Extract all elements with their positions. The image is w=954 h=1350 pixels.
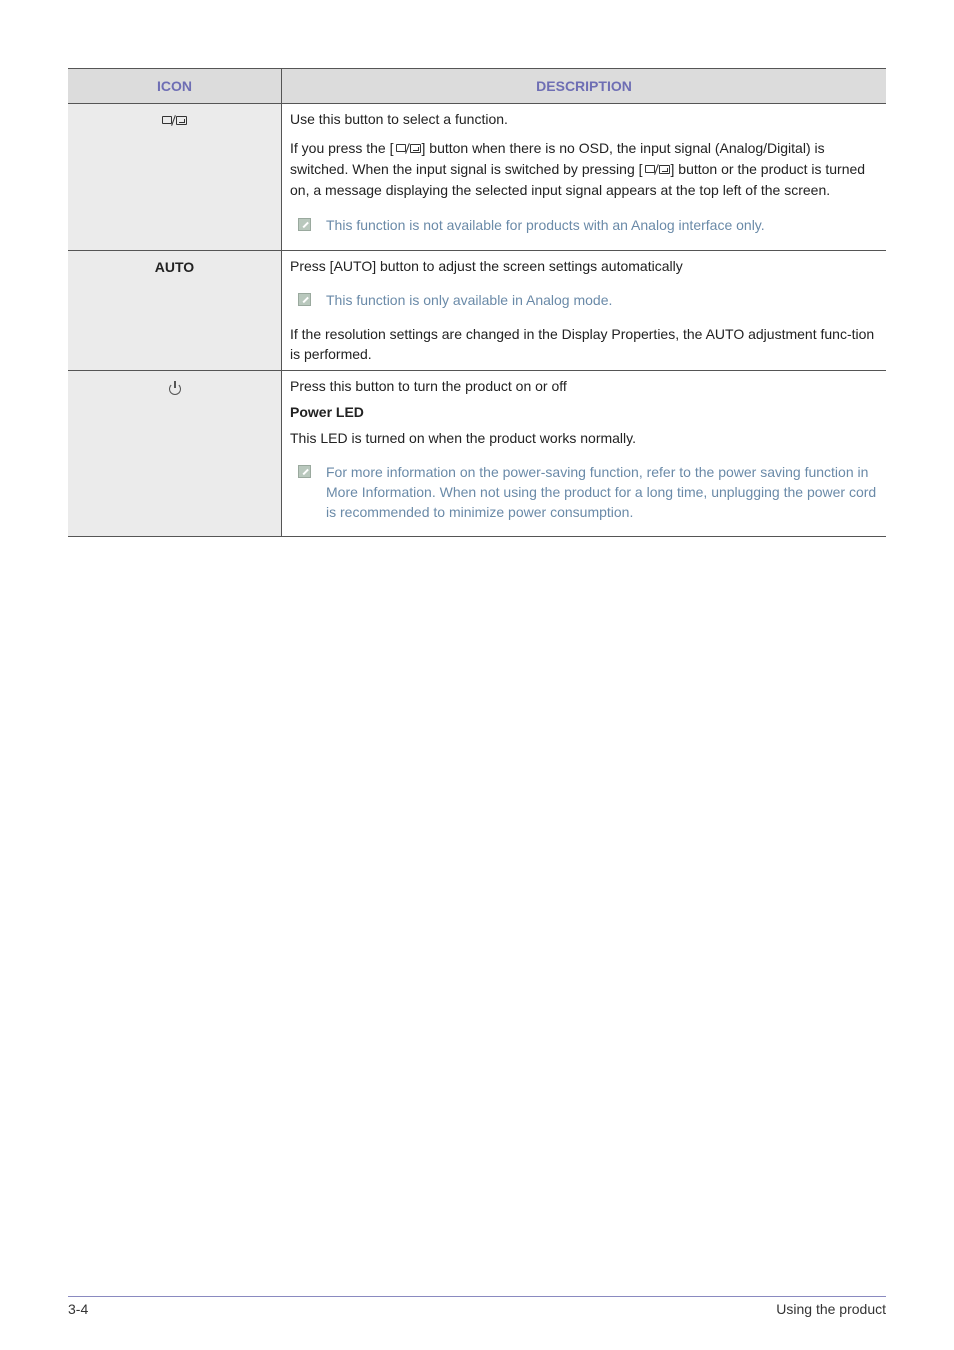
description-text: This LED is turned on when the product works normally. <box>290 430 637 446</box>
source-enter-icon <box>644 164 670 176</box>
subheading-power-led: Power LED <box>290 404 364 420</box>
description-text: Press this button to turn the product on or off <box>290 378 567 394</box>
note-text: For more information on the power-saving function, refer to the power saving function in More Information. When not using the product for a long time, unplugging the power cord is recommended to minimize power consumption. <box>326 464 877 520</box>
note <box>290 215 878 235</box>
description-text: If you press the [ ] button when there is no OSD, the input signal (Analog/Digital) is switched. When the input signal is switched by pressing [ ] button or the product is turned on, a message displaying the selected input signal appears at the top left of the screen. <box>290 140 866 198</box>
icon-cell-power <box>68 371 282 537</box>
table-row-power <box>68 371 886 537</box>
section-title: Using the product <box>776 1301 886 1317</box>
description-text: Press [AUTO] button to adjust the screen settings automatically <box>290 258 683 274</box>
header-icon: ICON <box>68 69 282 104</box>
note <box>290 462 878 522</box>
table-row-source <box>68 104 886 251</box>
description-cell-power <box>282 371 887 537</box>
source-enter-icon <box>161 115 189 127</box>
note-text: This function is not available for products with an Analog interface only. <box>326 217 765 233</box>
button-description-table <box>68 68 886 537</box>
header-description: DESCRIPTION <box>282 69 887 104</box>
description-cell-source <box>282 104 887 251</box>
note <box>290 290 878 310</box>
page-number: 3-4 <box>68 1301 89 1317</box>
source-enter-icon <box>395 143 421 155</box>
description-cell-auto <box>282 251 887 371</box>
description-text: If the resolution settings are changed in the Display Properties, the AUTO adjustment func-tion is performed. <box>290 326 875 362</box>
note-icon <box>298 293 311 306</box>
table-header-row <box>68 69 886 104</box>
note-icon <box>298 218 311 231</box>
footer-divider <box>68 1296 886 1297</box>
table-row-auto <box>68 251 886 371</box>
icon-cell-source <box>68 104 282 251</box>
description-text: Use this button to select a function. <box>290 111 508 127</box>
note-icon <box>298 465 311 478</box>
icon-cell-auto: AUTO <box>68 251 282 371</box>
power-icon <box>168 381 182 395</box>
note-text: This function is only available in Analog mode. <box>326 292 613 308</box>
